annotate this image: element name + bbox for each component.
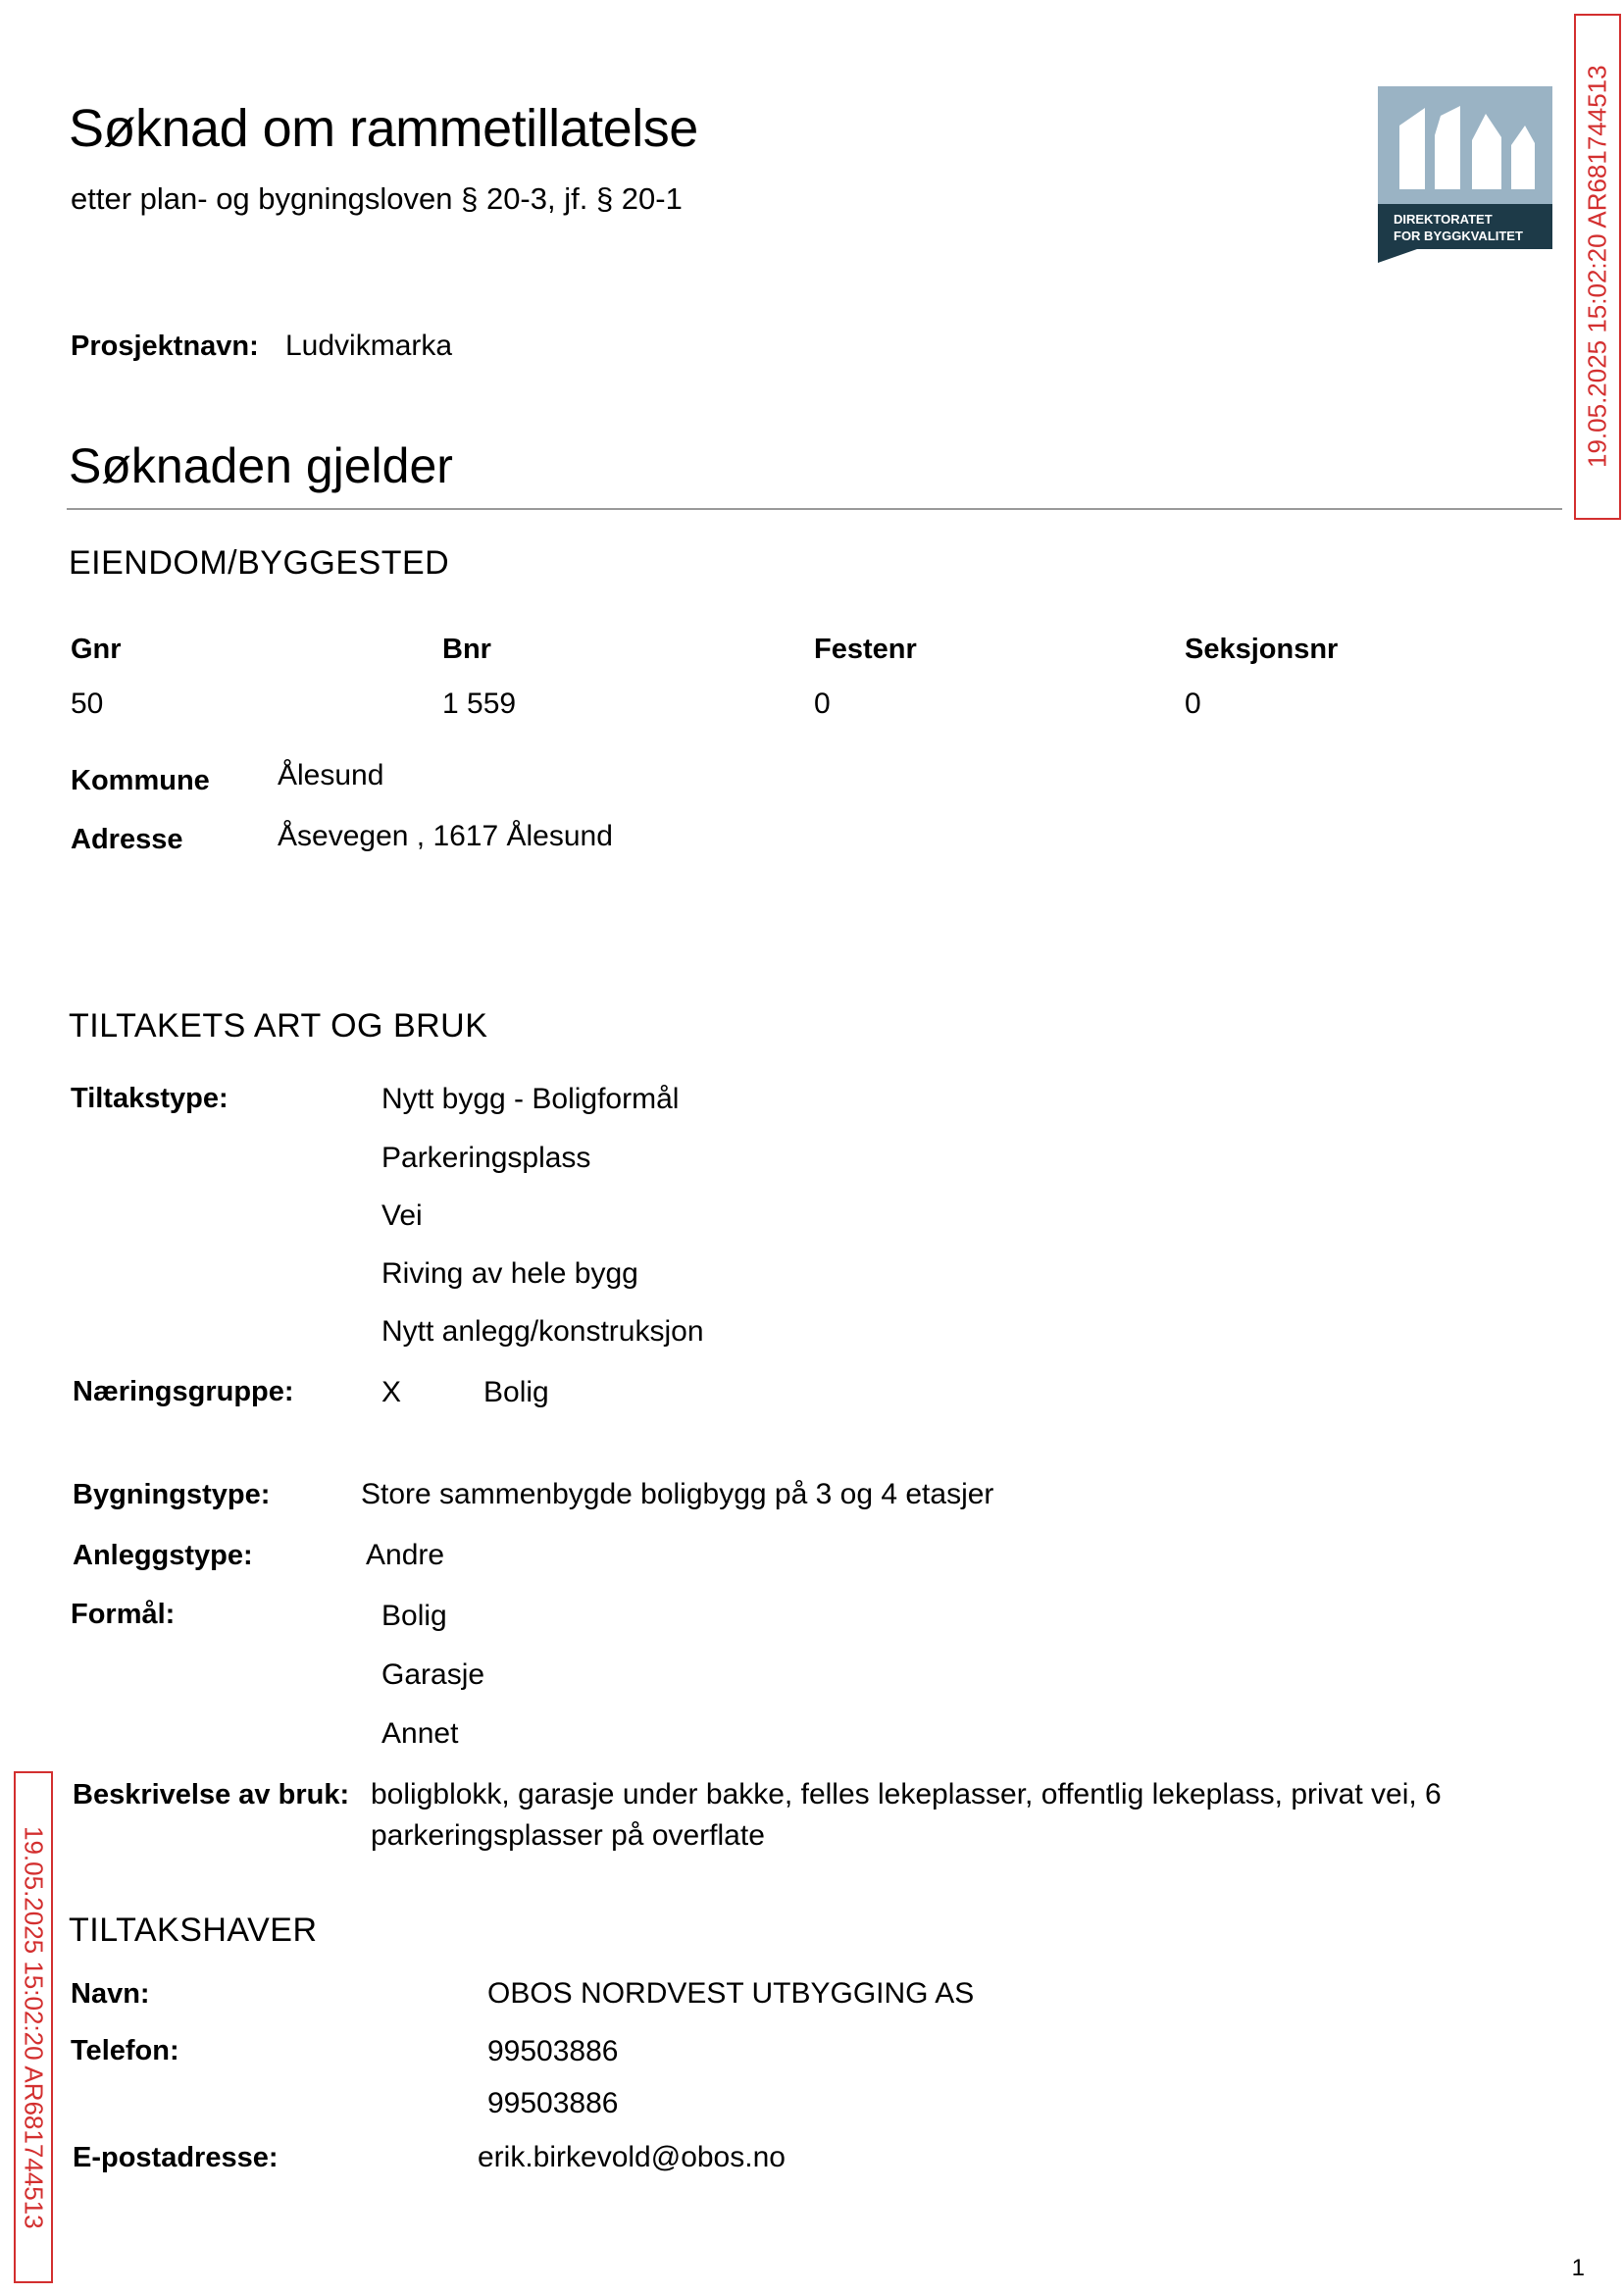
beskrivelse-label: Beskrivelse av bruk: — [73, 1779, 350, 1810]
formal-item: Annet — [381, 1717, 459, 1750]
bygningstype-value: Store sammenbygde boligbygg på 3 og 4 etasjer — [361, 1478, 994, 1510]
seksjonsnr-value: 0 — [1185, 688, 1201, 720]
anleggstype-label: Anleggstype: — [73, 1540, 253, 1571]
project-value: Ludvikmarka — [285, 330, 453, 362]
gnr-label: Gnr — [71, 634, 122, 665]
directorate-logo — [1378, 86, 1552, 277]
naeringsgruppe-label: Næringsgruppe: — [73, 1376, 294, 1407]
formal-item: Garasje — [381, 1658, 485, 1691]
naeringsgruppe-code: X — [381, 1376, 402, 1408]
logo-text: DIREKTORATET FOR BYGGKVALITET — [1378, 204, 1552, 249]
section-divider — [67, 508, 1562, 510]
adresse-label: Adresse — [71, 824, 183, 855]
epost-value: erik.birkevold@obos.no — [478, 2141, 786, 2173]
epost-label: E-postadresse: — [73, 2142, 279, 2173]
document-title: Søknad om rammetillatelse — [69, 99, 698, 158]
formal-label: Formål: — [71, 1599, 176, 1630]
adresse-value: Åsevegen , 1617 Ålesund — [278, 820, 613, 852]
beskrivelse-line: boligblokk, garasje under bakke, felles lekeplasser, offentlig lekeplass, privat vei, 6 — [371, 1778, 1442, 1810]
project-label: Prosjektnavn: — [71, 331, 259, 362]
document-subtitle: etter plan- og bygningsloven § 20-3, jf. § 20-1 — [71, 181, 683, 216]
kommune-value: Ålesund — [278, 759, 384, 791]
seksjonsnr-label: Seksjonsnr — [1185, 634, 1339, 665]
gnr-value: 50 — [71, 688, 104, 720]
telefon-value: 99503886 — [487, 2035, 619, 2067]
timestamp-stamp-bottom: 19.05.2025 15:02:20 AR681744513 — [14, 1771, 53, 2283]
directorate-building-logo-icon — [1378, 86, 1552, 204]
kommune-label: Kommune — [71, 765, 210, 796]
owner-heading: TILTAKSHAVER — [69, 1912, 318, 1949]
bnr-label: Bnr — [442, 634, 491, 665]
anleggstype-value: Andre — [366, 1539, 445, 1571]
tiltakstype-item: Nytt anlegg/konstruksjon — [381, 1315, 704, 1348]
tiltakstype-item: Parkeringsplass — [381, 1142, 591, 1174]
measure-heading: TILTAKETS ART OG BRUK — [69, 1007, 488, 1045]
bygningstype-label: Bygningstype: — [73, 1479, 271, 1510]
page-number: 1 — [1571, 2255, 1585, 2281]
festenr-label: Festenr — [814, 634, 917, 665]
timestamp-stamp-top: 19.05.2025 15:02:20 AR681744513 — [1574, 14, 1621, 520]
section-title: Søknaden gjelder — [69, 438, 453, 493]
property-heading: EIENDOM/BYGGESTED — [69, 544, 450, 582]
bnr-value: 1 559 — [442, 688, 517, 720]
tiltakstype-item: Nytt bygg - Boligformål — [381, 1083, 680, 1115]
festenr-value: 0 — [814, 688, 831, 720]
navn-value: OBOS NORDVEST UTBYGGING AS — [487, 1977, 975, 2010]
tiltakstype-item: Riving av hele bygg — [381, 1257, 638, 1290]
tiltakstype-item: Vei — [381, 1199, 423, 1232]
navn-label: Navn: — [71, 1978, 150, 2010]
naeringsgruppe-value: Bolig — [483, 1376, 549, 1408]
tiltakstype-label: Tiltakstype: — [71, 1083, 228, 1114]
beskrivelse-line: parkeringsplasser på overflate — [371, 1819, 765, 1852]
formal-item: Bolig — [381, 1600, 447, 1632]
telefon-value: 99503886 — [487, 2087, 619, 2119]
telefon-label: Telefon: — [71, 2035, 179, 2066]
logo-flag — [1378, 249, 1417, 263]
